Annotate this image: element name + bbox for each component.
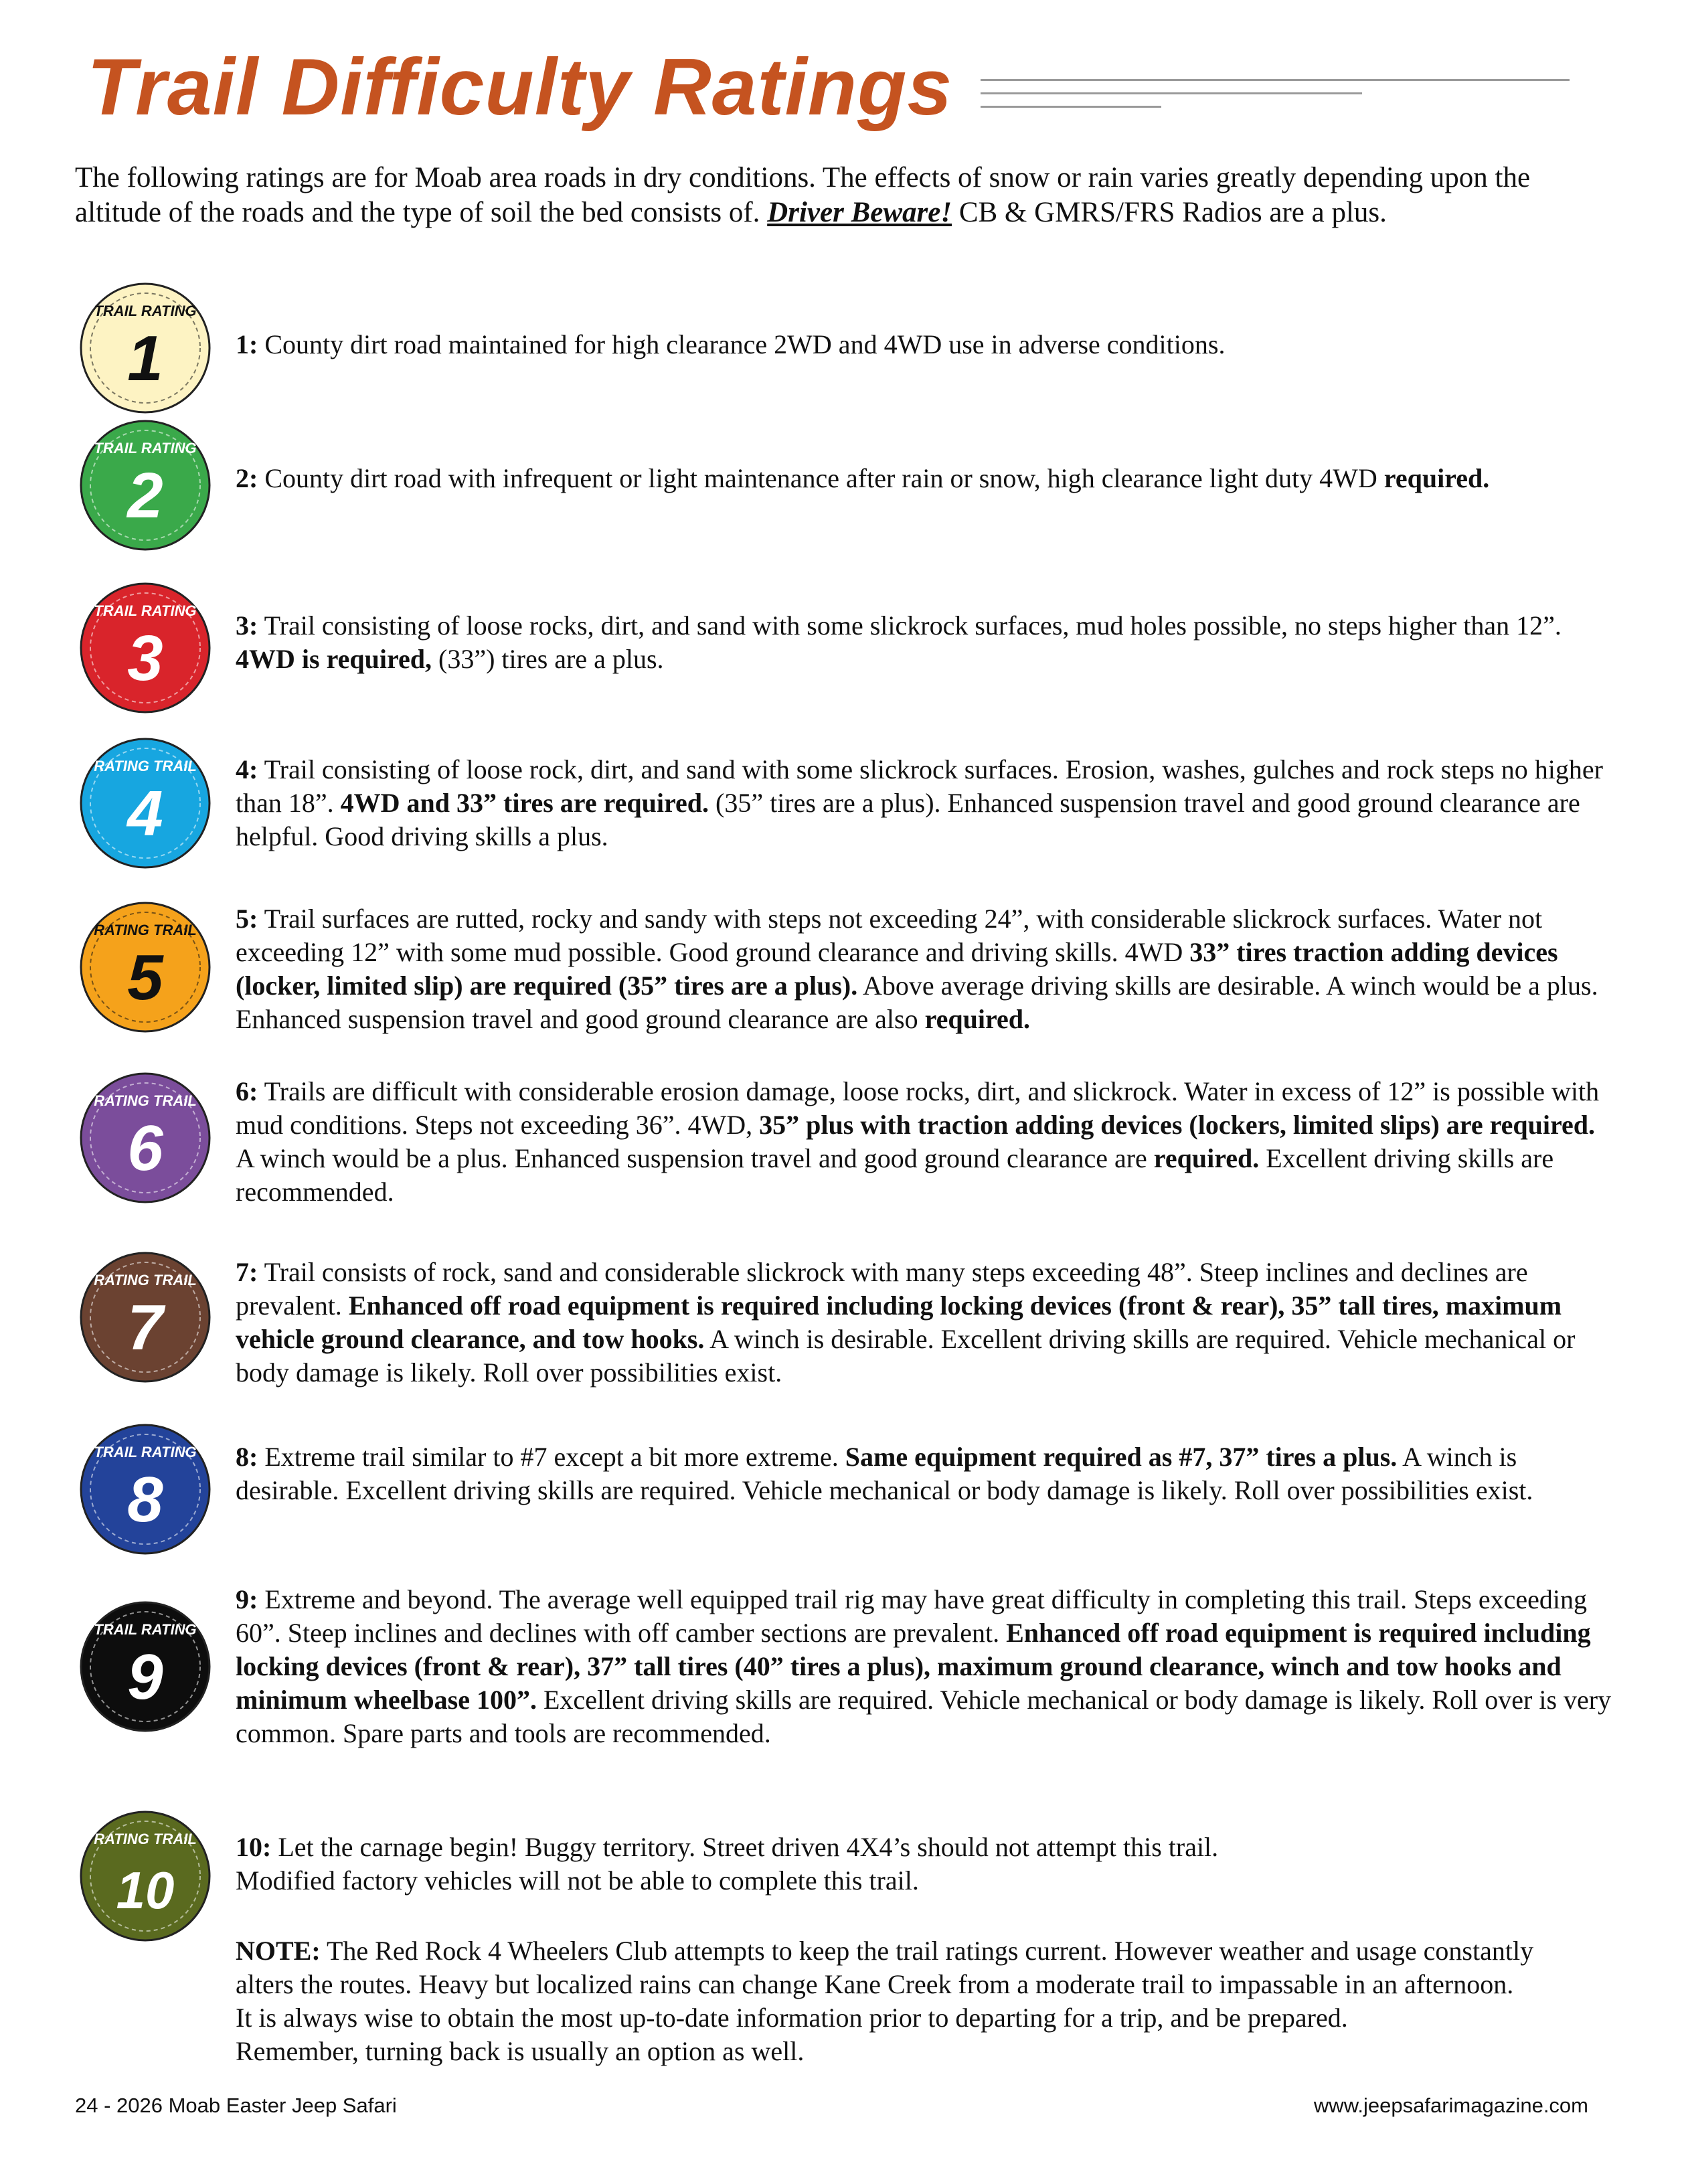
note-line: It is always wise to obtain the most up-to-date information prior to departing for a trip, and be prepared. [236, 2003, 1348, 2033]
rating-text-10 [236, 1831, 1614, 1898]
badge-words: RATING TRAIL [94, 758, 197, 774]
rating-text-6 [236, 1075, 1614, 1209]
badge-words: TRAIL RATING [94, 1444, 197, 1460]
rating-label: 5: [236, 904, 258, 934]
rating-segment: Extreme trail similar to #7 except a bit more extreme. [258, 1442, 845, 1472]
note-paragraph [236, 1934, 1614, 2068]
intro-paragraph [75, 161, 1614, 230]
rating-badge-7 [78, 1250, 212, 1384]
note-line: Remember, turning back is usually an option as well. [236, 2036, 805, 2066]
badge-number: 5 [127, 942, 163, 1013]
rating-emphasis: Enhanced off road equipment is required including locking devices (front & rear), 37” tall tires (40” tires a plus), maximum ground clearance, winch and tow hooks and minimum wheelbase 100”. [236, 1618, 1591, 1715]
rating-label: 2: [236, 463, 258, 493]
badge-number: 7 [127, 1292, 163, 1363]
rating-segment: Trail consists of rock, sand and considerable slickrock with many steps exceeding 48”. Steep inclines and declines are prevalent. [236, 1257, 1528, 1321]
rating-emphasis: required. [924, 1004, 1031, 1034]
rating-text-5 [236, 902, 1614, 1036]
rating-badge-1 [78, 281, 212, 415]
rating-badge-6 [78, 1071, 212, 1205]
rating-badge-3 [78, 581, 212, 715]
rating-text-2 [236, 462, 1614, 495]
badge-words: TRAIL RATING [94, 303, 197, 319]
rating-badge-2 [78, 418, 212, 552]
rating-segment: Trails are difficult with considerable erosion damage, loose rocks, dirt, and slickrock. Water in excess of 12” is possible with mud conditions. Steps not exceeding 36”. 4WD, [236, 1076, 1600, 1140]
rating-badge-8 [78, 1422, 212, 1556]
rating-emphasis: Same equipment required as #7, 37” tires a plus. [845, 1442, 1398, 1472]
rating-label: 7: [236, 1257, 258, 1287]
rating-segment: (35” tires are a plus). Enhanced suspension travel and good ground clearance are helpful. Good driving skills a plus. [236, 788, 1580, 851]
badge-number: 3 [127, 622, 163, 694]
rating-segment: Let the carnage begin! Buggy territory. Street driven 4X4’s should not attempt this trail. [271, 1832, 1219, 1862]
rating-badge-10 [78, 1809, 212, 1943]
badge-words: RATING TRAIL [94, 922, 197, 938]
rating-segment: Trail surfaces are rutted, rocky and sandy with steps not exceeding 24”, with considerable slickrock surfaces. Water not exceeding 12” with some mud possible. Good ground clearance and driving skills. 4WD [236, 904, 1543, 967]
rating-label: 6: [236, 1076, 258, 1106]
intro-text: The following ratings are for Moab area roads in dry conditions. The effects of snow or rain varies greatly depending upon the altitude of the roads and the type of soil the bed consists of. [75, 162, 1531, 228]
rating-badge-4 [78, 736, 212, 870]
rating-segment: Trail consisting of loose rock, dirt, and sand with some slickrock surfaces. Erosion, washes, gulches and rock steps no higher than 18”. [236, 754, 1603, 818]
note-line: The Red Rock 4 Wheelers Club attempts to keep the trail ratings current. However weather and usage constantly [320, 1936, 1534, 1966]
rating-segment: Modified factory vehicles will not be able to complete this trail. [236, 1865, 919, 1896]
rating-segment: A winch is desirable. Excellent driving skills are required. Vehicle mechanical or body damage is likely. Roll over possibilities exist. [236, 1442, 1533, 1505]
badge-number: 10 [116, 1861, 175, 1920]
rating-emphasis: required. [1153, 1143, 1260, 1173]
badge-words: RATING TRAIL [94, 1831, 197, 1847]
badge-number: 4 [127, 778, 163, 849]
rating-label: 3: [236, 610, 258, 641]
badge-number: 2 [127, 460, 163, 531]
rating-label: 1: [236, 329, 258, 359]
badge-words: TRAIL RATING [94, 440, 197, 456]
title-rule-2 [981, 92, 1362, 94]
title-rule-3 [981, 106, 1161, 108]
rating-segment: Above average driving skills are desirable. A winch would be a plus. Enhanced suspension travel and good ground clearance are also [236, 971, 1598, 1034]
rating-label: 4: [236, 754, 258, 784]
badge-number: 8 [127, 1464, 163, 1535]
rating-label: 10: [236, 1832, 272, 1862]
rating-emphasis: required. [1383, 463, 1490, 493]
rating-badge-9 [78, 1600, 212, 1734]
rating-emphasis: 35” plus with traction adding devices (lockers, limited slips) are required. [759, 1110, 1595, 1140]
rating-segment: Excellent driving skills are required. Vehicle mechanical or body damage is likely. Roll over is very common. Spare parts and tools are recommended. [236, 1685, 1612, 1748]
rating-emphasis: Enhanced off road equipment is required including locking devices (front & rear), 35” tall tires, maximum vehicle ground clearance, and tow hooks. [236, 1290, 1562, 1354]
rating-badge-5 [78, 900, 212, 1034]
rating-text-8 [236, 1440, 1614, 1507]
rating-text-1 [236, 328, 1614, 361]
badge-words: RATING TRAIL [94, 1092, 197, 1109]
badge-number: 6 [127, 1112, 163, 1184]
footer-left: 24 - 2026 Moab Easter Jeep Safari [75, 2094, 397, 2117]
rating-segment: County dirt road maintained for high clearance 2WD and 4WD use in adverse conditions. [258, 329, 1226, 359]
badge-words: TRAIL RATING [94, 602, 197, 619]
rating-emphasis: 4WD is required, [236, 644, 432, 674]
rating-emphasis: 33” tires traction adding devices (locker, limited slip) are required (35” tires are a plus). [236, 937, 1558, 1001]
rating-segment: Trail consisting of loose rocks, dirt, and sand with some slickrock surfaces, mud holes possible, no steps higher than 12”. [258, 610, 1562, 641]
rating-segment: (33”) tires are a plus. [432, 644, 664, 674]
rating-text-4 [236, 753, 1614, 853]
rating-text-7 [236, 1256, 1614, 1390]
rating-label: 8: [236, 1442, 258, 1472]
rating-segment: Excellent driving skills are recommended. [236, 1143, 1554, 1207]
rating-segment: Extreme and beyond. The average well equipped trail rig may have great difficulty in completing this trail. Steps exceeding 60”. Steep inclines and declines with off camber sections are prevalent. [236, 1584, 1587, 1648]
rating-segment: A winch would be a plus. Enhanced suspension travel and good ground clearance are [236, 1143, 1154, 1173]
rating-emphasis: 4WD and 33” tires are required. [340, 788, 709, 818]
footer-right: www.jeepsafarimagazine.com [1313, 2094, 1588, 2117]
badge-number: 9 [127, 1641, 163, 1713]
rating-text-9 [236, 1583, 1614, 1750]
badge-number: 1 [127, 323, 163, 394]
badge-words: TRAIL RATING [94, 1621, 197, 1638]
rating-segment: County dirt road with infrequent or light maintenance after rain or snow, high clearance light duty 4WD [258, 463, 1384, 493]
badge-words: RATING TRAIL [94, 1272, 197, 1288]
driver-beware: Driver Beware! [767, 197, 952, 228]
rating-label: 9: [236, 1584, 258, 1614]
intro-text-after: CB & GMRS/FRS Radios are a plus. [952, 197, 1387, 228]
rating-segment: A winch is desirable. Excellent driving skills are required. Vehicle mechanical or body damage is likely. Roll over possibilities exist. [236, 1324, 1576, 1388]
rating-text-3 [236, 609, 1614, 676]
note-line: alters the routes. Heavy but localized rains can change Kane Creek from a moderate trail to impassable in an afternoon. [236, 1969, 1514, 1999]
title-rule-1 [981, 79, 1570, 81]
page-title: Trail Difficulty Ratings [87, 42, 953, 132]
note-label: NOTE: [236, 1936, 321, 1966]
